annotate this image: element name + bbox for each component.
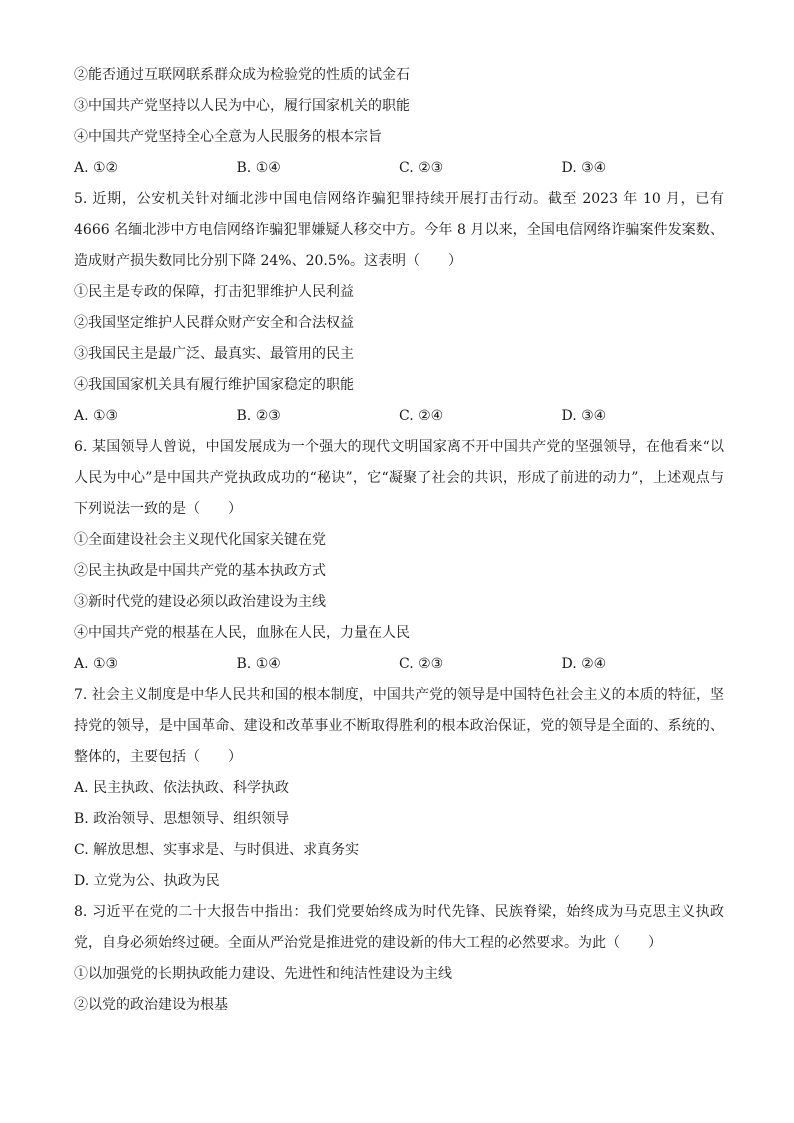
question-8	[74, 897, 724, 1021]
q5-item-1: ①民主是专政的保障，打击犯罪维护人民利益	[74, 284, 354, 300]
question-4	[74, 60, 724, 184]
q5-option-d[interactable]: D. ③④	[561, 408, 607, 424]
q6-stem: 6. 某国领导人曾说，中国发展成为一个强大的现代文明国家离不开中国共产党的坚强领导，在他看来“以人民为中心”是中国共产党执政成功的“秘诀”，它“凝聚了社会的共识，形成了前进的动力”，上述观点与下列说法一致的是（ ）	[74, 439, 724, 517]
q4-option-b[interactable]: B. ①④	[236, 160, 281, 176]
q6-item-3: ③新时代党的建设必须以政治建设为主线	[74, 594, 326, 610]
q6-option-c[interactable]: C. ②③	[399, 656, 444, 672]
q4-option-a[interactable]: A. ①②	[74, 160, 119, 176]
q6-item-4: ④中国共产党的根基在人民，血脉在人民，力量在人民	[74, 625, 410, 641]
q5-item-2: ②我国坚定维护人民群众财产安全和合法权益	[74, 315, 354, 331]
q7-stem: 7. 社会主义制度是中华人民共和国的根本制度，中国共产党的领导是中国特色社会主义的本质的特征，坚持党的领导，是中国革命、建设和改革事业不断取得胜利的根本政治保证，党的领导是全面的、系统的、整体的，主要包括（ ）	[74, 687, 724, 765]
q7-option-a[interactable]: A. 民主执政、依法执政、科学执政	[74, 780, 290, 796]
q7-option-c[interactable]: C. 解放思想、实事求是、与时俱进、求真务实	[74, 842, 360, 858]
q7-option-d[interactable]: D. 立党为公、执政为民	[74, 873, 220, 889]
q5-item-3: ③我国民主是最广泛、最真实、最管用的民主	[74, 346, 354, 362]
q5-option-c[interactable]: C. ②④	[399, 408, 444, 424]
q5-option-b[interactable]: B. ②③	[236, 408, 281, 424]
question-7	[74, 680, 724, 897]
q4-option-c[interactable]: C. ②③	[399, 160, 444, 176]
q4-option-d[interactable]: D. ③④	[561, 160, 607, 176]
q6-option-a[interactable]: A. ①③	[74, 656, 119, 672]
q6-option-b[interactable]: B. ①④	[236, 656, 281, 672]
q5-item-4: ④我国国家机关具有履行维护国家稳定的职能	[74, 377, 354, 393]
q6-options	[74, 649, 724, 680]
q5-stem: 5. 近期，公安机关针对缅北涉中国电信网络诈骗犯罪持续开展打击行动。截至 2023 年 10 月，已有 4666 名缅北涉中方电信网络诈骗犯罪嫌疑人移交中方。今年 8 月以来，全国电信网络诈骗案件发案数、造成财产损失数同比分别下降 24%、20.5%。这表明（ ）	[74, 191, 724, 269]
question-5	[74, 184, 724, 432]
q4-item-3: ③中国共产党坚持以人民为中心，履行国家机关的职能	[74, 98, 410, 114]
q5-option-a[interactable]: A. ①③	[74, 408, 119, 424]
q6-item-2: ②民主执政是中国共产党的基本执政方式	[74, 563, 326, 579]
q7-option-b[interactable]: B. 政治领导、思想领导、组织领导	[74, 811, 290, 827]
q4-item-4: ④中国共产党坚持全心全意为人民服务的根本宗旨	[74, 129, 382, 145]
q5-options	[74, 401, 724, 432]
q4-item-2: ②能否通过互联网联系群众成为检验党的性质的试金石	[74, 67, 410, 83]
q4-options	[74, 153, 724, 184]
q8-item-2: ②以党的政治建设为根基	[74, 997, 228, 1013]
question-6	[74, 432, 724, 680]
q8-item-1: ①以加强党的长期执政能力建设、先进性和纯洁性建设为主线	[74, 966, 452, 982]
q6-item-1: ①全面建设社会主义现代化国家关键在党	[74, 532, 326, 548]
exam-page	[74, 60, 724, 1021]
q6-option-d[interactable]: D. ②④	[561, 656, 607, 672]
q8-stem: 8. 习近平在党的二十大报告中指出：我们党要始终成为时代先锋、民族脊梁，始终成为马克思主义执政党，自身必须始终过硬。全面从严治党是推进党的建设新的伟大工程的必然要求。为此（ ）	[74, 904, 724, 951]
